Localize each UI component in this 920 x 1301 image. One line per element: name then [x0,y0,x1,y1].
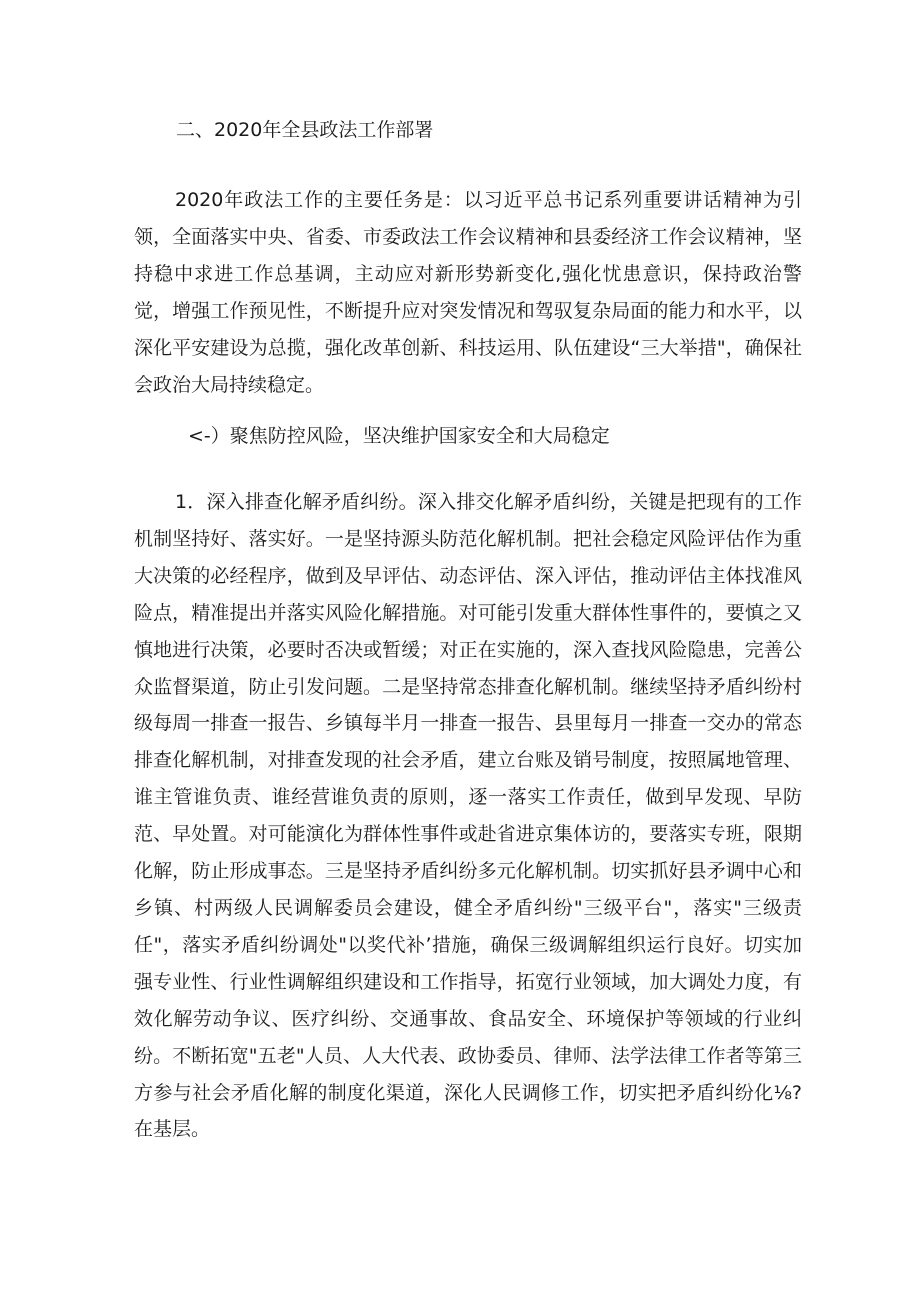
section-heading: 二、2020年全县政法工作部署 [176,119,434,141]
intro-paragraph: 2020年政法工作的主要任务是：以习近平总书记系列重要讲话精神为引领，全面落实中央、省委、市委政法工作会议精神和县委经济工作会议精神，坚持稳中求进工作总基调，主动应对新形势新变化,强化忧患意识，保持政治警觉，增强工作预见性，不断提升应对突发情况和驾驭复杂局面的能力和水平，以深化平安建设为总揽，强化改革创新、科技运用、队伍建设“三大举措"，确保社会政治大局持续稳定。 [134,189,802,396]
item-paragraph: 1．深入排查化解矛盾纠纷。深入排交化解矛盾纠纷，关键是把现有的工作机制坚持好、落实好。一是坚持源头防范化解机制。把社会稳定风险评估作为重大决策的必经程序，做到及早评估、动态评估、深入评估，推动评估主体找准风险点，精准提出并落实风险化解措施。对可能引发重大群体性事件的，要慎之又慎地进行决策，必要时否决或暂缓；对正在实施的，深入查找风险隐患，完善公众监督渠道，防止引发问题。二是坚持常态排查化解机制。继续坚持矛盾纠纷村级每周一排查一报告、乡镇每半月一排查一报告、县里每月一排查一交办的常态排查化解机制，对排查发现的社会矛盾，建立台账及销号制度，按照属地管理、谁主管谁负责、谁经营谁负责的原则，逐一落实工作责任，做到早发现、早防范、早处置。对可能演化为群体性事件或赴省进京集体访的，要落实专班，限期化解，防止形成事态。三是坚持矛盾纠纷多元化解机制。切实抓好县矛调中心和乡镇、村两级人民调解委员会建设，健全矛盾纠纷"三级平台"，落实"三级责任"，落实矛盾纠纷调处"以奖代补’措施，确保三级调解组织运行良好。切实加强专业性、行业性调解组织建设和工作指导，拓宽行业领域，加大调处力度，有效化解劳动争议、医疗纠纷、交通事故、食品安全、环境保护等领域的行业纠纷。不断拓宽"五老"人员、人大代表、政协委员、律师、法学法律工作者等第三方参与社会矛盾化解的制度化渠道，深化人民调修工作，切实把矛盾纠纷化⅛?在基层。 [134,491,802,1141]
subsection-heading: <-）聚焦防控风险，坚决维护国家安全和大局稳定 [188,425,610,447]
